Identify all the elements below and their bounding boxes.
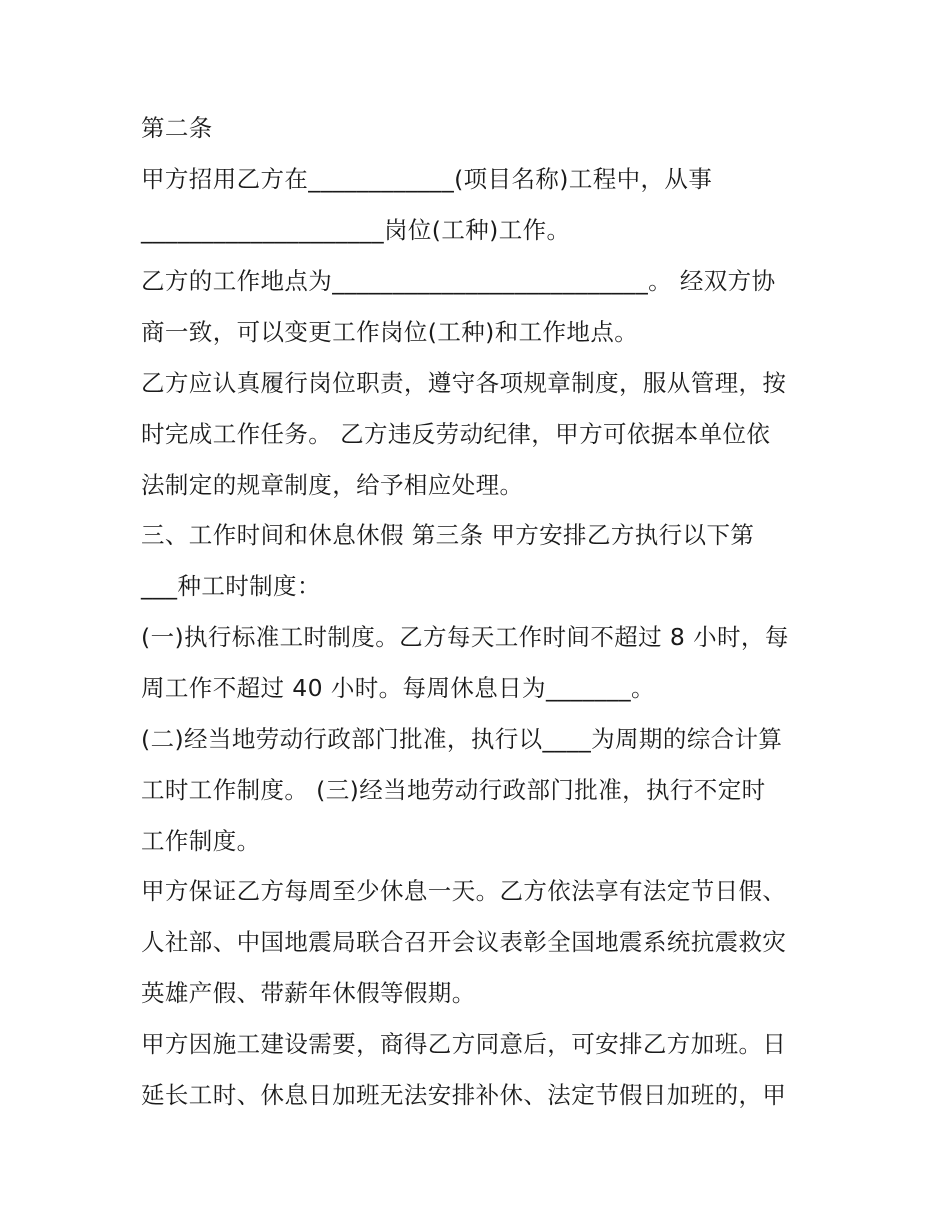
text-line: ___种工时制度： bbox=[141, 572, 321, 600]
text-line: (一)执行标准工时制度。乙方每天工作时间不超过 8 小时，每 bbox=[141, 623, 789, 651]
text-line: 人社部、中国地震局联合召开会议表彰全国地震系统抗震救灾 bbox=[141, 928, 787, 956]
text-line: ____________________岗位(工种)工作。 bbox=[141, 216, 571, 244]
text-line: 工时工作制度。 (三)经当地劳动行政部门批准，执行不定时 bbox=[141, 776, 766, 804]
text-line: 甲方招用乙方在____________(项目名称)工程中，从事 bbox=[141, 165, 713, 193]
text-line: 乙方的工作地点为__________________________。 经双方协 bbox=[141, 267, 776, 295]
text-line: 周工作不超过 40 小时。每周休息日为_______。 bbox=[141, 674, 655, 702]
text-line: 工作制度。 bbox=[141, 827, 261, 855]
text-line: 英雄产假、带薪年休假等假期。 bbox=[141, 979, 476, 1007]
text-line: 甲方因施工建设需要，商得乙方同意后，可安排乙方加班。日 bbox=[141, 1030, 787, 1058]
text-line: (二)经当地劳动行政部门批准，执行以____为周期的综合计算 bbox=[141, 725, 783, 753]
text-line: 法制定的规章制度，给予相应处理。 bbox=[141, 471, 524, 499]
text-line: 三、工作时间和休息休假 第三条 甲方安排乙方执行以下第 bbox=[141, 521, 755, 549]
text-line: 时完成工作任务。 乙方违反劳动纪律，甲方可依据本单位依 bbox=[141, 420, 771, 448]
text-line: 甲方保证乙方每周至少休息一天。乙方依法享有法定节日假、 bbox=[141, 877, 787, 905]
text-line: 第二条 bbox=[141, 114, 213, 142]
text-line: 商一致，可以变更工作岗位(工种)和工作地点。 bbox=[141, 318, 639, 346]
text-line: 乙方应认真履行岗位职责，遵守各项规章制度，服从管理，按 bbox=[141, 369, 787, 397]
text-line: 延长工时、休息日加班无法安排补休、法定节假日加班的，甲 bbox=[141, 1081, 787, 1109]
